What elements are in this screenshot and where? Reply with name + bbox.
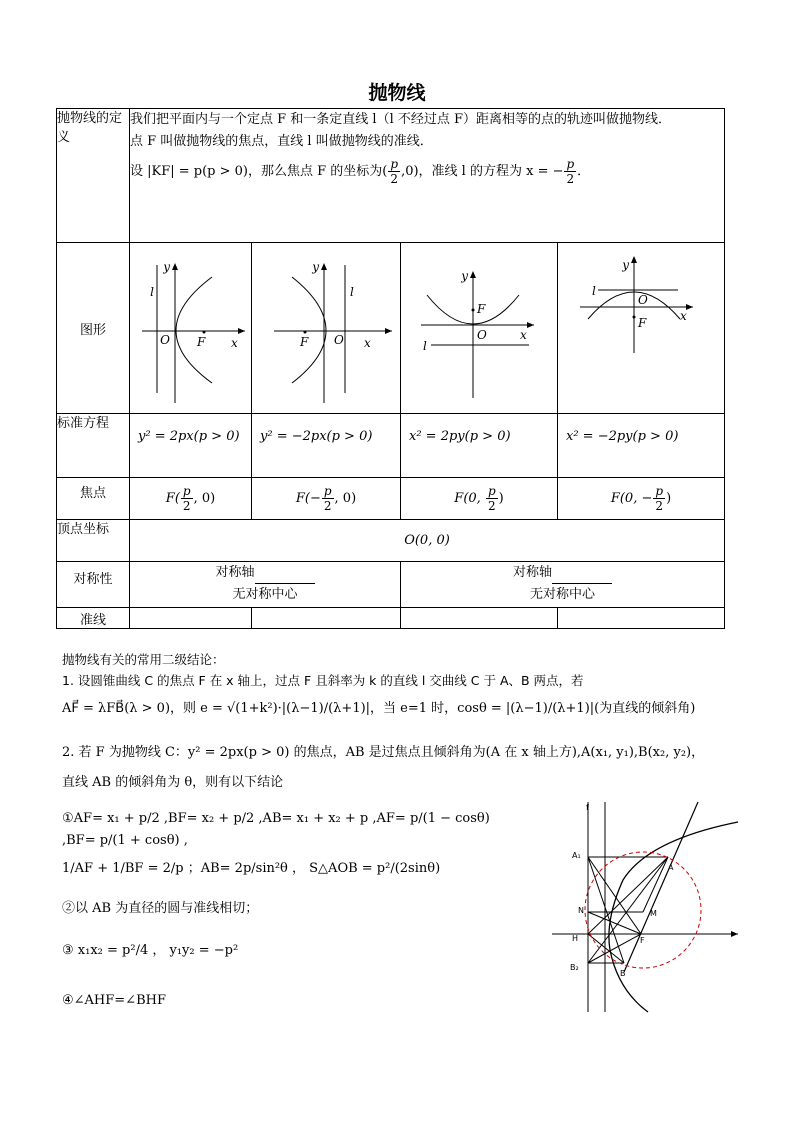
label-equation: 标准方程 — [57, 414, 130, 478]
row-directrix — [57, 608, 725, 629]
svg-text:F: F — [300, 335, 309, 349]
label-focus: 焦点 — [57, 478, 130, 520]
directrix-3[interactable] — [401, 608, 558, 629]
graph-down-opening — [558, 243, 725, 409]
graph-cell-4 — [558, 243, 725, 414]
graph-cell-3 — [401, 243, 558, 414]
focus-1: F( $\frac{p}{2}$ , 0) — [130, 478, 252, 520]
symmetry-axis-right: 对称轴 — [512, 565, 552, 580]
directrix-2[interactable] — [252, 608, 401, 629]
svg-text:B₂: B₂ — [570, 963, 579, 972]
svg-text:B: B — [620, 969, 626, 978]
svg-text:y: y — [163, 260, 170, 274]
svg-text:M: M — [650, 909, 657, 918]
svg-text:A₁: A₁ — [572, 851, 581, 860]
focus-frac: $\frac{p}{2}$ — [390, 157, 399, 186]
symmetry-axis-left: 对称轴 — [215, 565, 255, 580]
equation-4: x² = −2py(p > 0) — [558, 414, 725, 478]
def-line3-mid: ，准线 l 的方程为 x = − — [418, 164, 564, 179]
svg-text:O: O — [160, 333, 170, 347]
axis-blank-left[interactable] — [255, 569, 315, 584]
symmetry-center-right: 无对称中心 — [529, 587, 595, 602]
directrix-4[interactable] — [558, 608, 725, 629]
svg-text:O: O — [334, 333, 344, 347]
focus-2: F(− $\frac{p}{2}$ , 0) — [252, 478, 401, 520]
label-definition: 抛物线的定义 — [57, 109, 130, 243]
result-2: ②以 AB 为直径的圆与准线相切； — [62, 901, 259, 916]
svg-text:f: f — [586, 803, 589, 812]
row-definition — [57, 109, 725, 243]
symmetry-center-left: 无对称中心 — [232, 587, 298, 602]
row-vertex — [57, 520, 725, 562]
conclusion-1-line1: 1. 设圆锥曲线 C 的焦点 F 在 x 轴上，过点 F 且斜率为 k 的直线 l 交曲线 C 于 A、B 两点，若 — [62, 673, 584, 688]
graph-up-opening — [401, 243, 558, 409]
focus-3: F(0, $\frac{p}{2}$ ) — [401, 478, 558, 520]
definition-line2: 点 F 叫做抛物线的焦点，直线 l 叫做抛物线的准线． — [130, 134, 433, 149]
equation-2: y² = −2px(p > 0) — [252, 414, 401, 478]
equation-3: x² = 2py(p > 0) — [401, 414, 558, 478]
directrix-1[interactable] — [130, 608, 252, 629]
focal-chord-figure — [548, 800, 742, 1014]
axis-blank-right[interactable] — [552, 569, 612, 584]
svg-text:O: O — [638, 293, 648, 307]
graph-cell-1 — [130, 243, 252, 414]
directrix-frac: $\frac{p}{2}$ — [566, 157, 575, 186]
svg-text:H: H — [572, 934, 579, 943]
svg-text:y: y — [622, 258, 629, 272]
svg-text:l: l — [150, 285, 154, 299]
row-graph — [57, 243, 725, 414]
result-1: ①AF= x₁ + p/2 ,BF= x₂ + p/2 ,AB= x₁ + x₂ + p ,AF= p/(1 − cosθ) ,BF= p/(1 + cosθ) , — [62, 811, 490, 848]
svg-text:N: N — [578, 906, 584, 915]
label-directrix: 准线 — [57, 608, 130, 629]
graph-right-opening — [130, 243, 252, 409]
label-graph: 图形 — [57, 243, 130, 414]
row-symmetry — [57, 562, 725, 608]
definition-line1: 我们把平面内与一个定点 F 和一条定直线 l（l 不经过点 F）距离相等的点的轨迹叫做抛物线． — [130, 112, 672, 127]
vertex-value: O(0, 0) — [130, 520, 725, 562]
svg-text:x: x — [680, 309, 687, 323]
result-4: ④∠AHF=∠BHF — [62, 993, 166, 1008]
svg-text:F: F — [640, 936, 645, 945]
svg-text:y: y — [312, 260, 319, 274]
parabola-table — [56, 108, 725, 629]
svg-text:l: l — [350, 285, 354, 299]
result-3: ③ x₁x₂ = p²/4 ， y₁y₂ = −p² — [62, 943, 239, 958]
svg-text:F: F — [638, 316, 647, 330]
label-symmetry: 对称性 — [57, 562, 130, 608]
graph-cell-2 — [252, 243, 401, 414]
svg-text:x: x — [231, 336, 238, 350]
conclusion-1-line2: AF⃗ = λFB⃗(λ > 0)，则 e = √(1+k²)·|(λ−1)/(λ+1)|，当 e=1 时，cosθ = |(λ−1)/(λ+1)|(为直线的倾斜角) — [62, 701, 696, 716]
graph-left-opening — [252, 243, 401, 409]
result-1b: 1/AF + 1/BF = 2/p ；AB= 2p/sin²θ ， S△AOB = p²/(2sinθ) — [62, 861, 441, 876]
conclusion-2-line1: 2. 若 F 为抛物线 C：y² = 2px(p > 0) 的焦点，AB 是过焦点且倾斜角为(A 在 x 轴上方),A(x₁, y₁),B(x₂, y₂)， — [62, 745, 705, 760]
label-vertex: 顶点坐标 — [57, 520, 130, 562]
svg-text:x: x — [364, 336, 371, 350]
equation-1: y² = 2px(p > 0) — [130, 414, 252, 478]
svg-text:x: x — [520, 328, 527, 342]
conclusion-2-line2: 直线 AB 的倾斜角为 θ，则有以下结论 — [62, 775, 284, 790]
conclusions-heading: 抛物线有关的常用二级结论： — [62, 652, 225, 667]
page-title: 抛物线 — [368, 82, 426, 104]
definition-line3: 设 |KF| = p(p > 0)，那么焦点 F 的坐标为( $\frac{p}{2}$ ,0)，准线 l 的方程为 x = − $\frac{p}{2}$ ． — [130, 157, 591, 186]
svg-text:y: y — [461, 269, 468, 283]
row-focus — [57, 478, 725, 520]
symmetry-right — [401, 562, 725, 608]
row-equation — [57, 414, 725, 478]
svg-text:l: l — [592, 284, 596, 298]
def-line3-pre: 设 |KF| = p(p > 0)，那么焦点 F 的坐标为 — [130, 164, 383, 179]
definition-text — [130, 109, 725, 243]
svg-text:F: F — [477, 302, 486, 316]
svg-text:l: l — [423, 339, 427, 353]
symmetry-left — [130, 562, 401, 608]
svg-text:A: A — [668, 863, 674, 872]
focus-4: F(0, − $\frac{p}{2}$ ) — [558, 478, 725, 520]
svg-text:O: O — [477, 328, 487, 342]
svg-text:F: F — [197, 335, 206, 349]
